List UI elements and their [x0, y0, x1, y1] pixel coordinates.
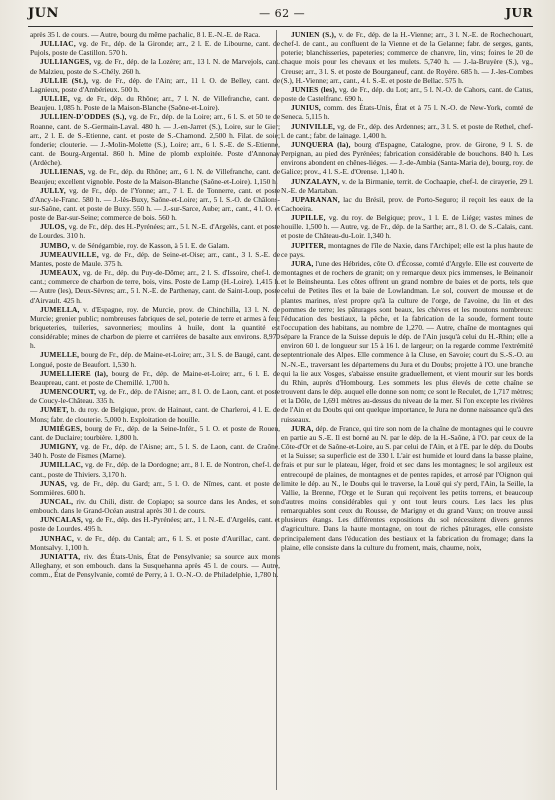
dictionary-entry [30, 405, 280, 423]
dictionary-entry [281, 177, 533, 195]
entry-headword: JUMENCOURT, [40, 387, 97, 397]
entry-headword: JULLIAC, [40, 39, 76, 49]
entry-headword: JULLIE (St.), [40, 75, 89, 85]
entry-headword: JUNQUERA (la), [291, 139, 351, 149]
entry-headword: JUPARANAN, [291, 194, 340, 204]
dictionary-entry [30, 57, 280, 75]
entry-headword: JUNIUS, [291, 103, 321, 113]
header-left-guide-word: JUN [28, 6, 59, 21]
dictionary-entry [281, 140, 533, 177]
right-column [281, 30, 533, 790]
dictionary-entry [30, 268, 280, 305]
header-rule [28, 26, 533, 27]
entry-text: vg. de Fr., dép. des H.-Pyrénées; arr., 5 l. N.-E. d'Argelès, cant. et poste de Lourdes. 310 h. [30, 222, 280, 241]
entry-text: riv. des États-Unis, État de Pensylvanie; sa source aux monts Alleghany, et son embouch. dans la Susquehanna après 45 l. de cours. — Autre, comm., État de Pensylvanie, comté de Perry, à 1. O.-N.-O. de Philadelphie, 1,780 h. [30, 551, 280, 580]
dictionary-entry [30, 350, 280, 368]
entry-headword: JUMIGNY, [40, 442, 79, 452]
dictionary-entry [30, 534, 280, 552]
dictionary-entry [30, 76, 280, 94]
entry-text: montagnes de l'île de Naxie, dans l'Archipel; elle est la plus haute de ce pays. [281, 240, 533, 259]
entry-headword: JUNHAC, [40, 533, 75, 543]
left-column [30, 30, 280, 790]
entry-headword: JUMBO, [40, 240, 70, 250]
dictionary-entry [30, 515, 280, 533]
entry-headword: JUMEAUX, [40, 268, 81, 278]
entry-headword: JUMET, [40, 405, 69, 415]
dictionary-entry [281, 259, 533, 424]
dictionary-entry [30, 442, 280, 460]
dictionary-entry [30, 460, 280, 478]
entry-headword: JURA, [291, 423, 314, 433]
entry-headword: JUNAS, [40, 478, 67, 488]
entry-text: vg. de Fr., dép. de l'Aisne; arr., 5 l. S. de Laon, cant. de Craône. 340 h. Poste de Fismes (Marne). [30, 442, 280, 461]
dictionary-entry [30, 552, 280, 579]
entry-headword: JUNIVILLE, [291, 121, 336, 131]
entry-headword: JULLY, [40, 185, 66, 195]
dictionary-entry [281, 103, 533, 121]
dictionary-entry [30, 250, 280, 268]
entry-text: b. du roy. de Belgique, prov. de Hainaut, cant. de Charleroi, 4 l. E. de Mons; fabr. de clouterie. 5,000 h. Exploitation de houille. [30, 405, 280, 424]
header-right-guide-word: JUR [505, 6, 533, 20]
column-divider [276, 30, 277, 790]
dictionary-entry [281, 85, 533, 103]
running-header [28, 6, 533, 24]
entry-text: vg. de Fr., dép. de la Dordogne; arr., 8 l. E. de Nontron, chef-l. de cant., poste de Thiviers. 3,170 h. [30, 460, 280, 479]
entry-text: vg. du roy. de Belgique; prov., 1 l. E. de Liége; vastes mines de houille. 1,500 h. — Autre, vg. de Fr., dép. de la Sarthe; arr., 8 l. O. de S.-Calais, cant. et poste de Château-du-Loir. 1,340 h. [281, 213, 533, 241]
entry-text: vg. de Fr., dép. des H.-Pyrénées; arr., 1 l. N.-E. d'Argelès, cant. et poste de Lourdes. 495 h. [30, 515, 280, 534]
entry-text: v. de la Birmanie, territ. de Cochaapie, chef-l. de cirayerie, 29 l. N.-E. de Martaban. [281, 176, 533, 195]
entry-headword: JUNIEN (S.), [291, 30, 337, 39]
dictionary-entry [30, 167, 280, 185]
dictionary-entry [281, 213, 533, 240]
entry-headword: JUNCALAS, [40, 515, 84, 525]
entry-text: v. de Sénégambie, roy. de Kasson, à 5 l. E. de Galam. [71, 240, 230, 250]
dictionary-entry [30, 369, 280, 387]
entry-text: vg. de Fr., dép. de l'Yonne; arr., 7 l. E. de Tonnerre, cant. et poste d'Ancy-le-Franc. 580 h. — J.-lès-Buxy, Saône-et-Loire; arr., 5 l. S.-O. de Châlons-sur-Saône, cant. et poste de Buxy. 550 h. — J.-sur-Sarce, Aube; arr., cant., 4 l. O. et poste de Bar-sur-Seine; commerce de bois. 560 h. [30, 185, 280, 223]
entry-headword: JURA, [291, 258, 314, 268]
entry-text: vg. de Fr., dép. de la Gironde; arr., 2 l. E. de Libourne, cant. de Pujols, poste de Castillon. 570 h. [30, 39, 280, 58]
dictionary-entry [281, 424, 533, 552]
dictionary-entry [281, 195, 533, 213]
entry-headword: JUNIATTA, [40, 551, 81, 561]
entry-text: dép. de France, qui tire son nom de la chaîne de montagnes qui le couvre en partie au S.-E. Il est borné au N. par le dép. de la H.-Saône, à l'O. par ceux de la Côte-d'Or et de Saône-et-Loire, au S. par celui de l'Ain, et à l'E. par le dép. du Doubs et la Suisse; sa superficie est de 330 l. L'air est humide et lourd dans la basse plaine, frais et pur sur le plateau, léger, froid et sec dans les montagnes; le sol argileux est entrecoupé de plaines, de montagnes et de pentes rapides, et arrosé par l'Oignon qui limite le dép. au N., le Doubs qui le traverse, la Louë qui s'y perd, l'Ain, la Seille, la Vallie, la Brenne, l'Orge et le Suran qui reçoivent les petits torrens, et beaucoup d'autres moins considérables qui y ont tout leurs cours. Les lacs les plus remarquables sont ceux du Rousse, de Marigny et du grand Vaux; on trouve aussi plusieurs étangs. Les différentes expositions du sol nécessitent divers genres d'agriculture. Dans la haute montagne, on tout de riches pâturages, elle consiste principalement dans l'éducation des bestiaux et la fabrication du fromage; dans la plaine, elle consiste dans la culture du froment, mais, chaume, noix, [281, 423, 533, 552]
entry-text: bourg de Fr., dép. de Maine-et-Loire; arr., 3 l. S. de Baugé, cant. de Longué, poste de Beaufort. 1,530 h. [30, 350, 280, 369]
entry-headword: JULLIE, [40, 94, 70, 104]
entry-headword: JUMEAUVILLE, [40, 249, 99, 259]
entry-headword: JUNCAL, [40, 496, 74, 506]
entry-text: vg. de Fr., dép. des Ardennes; arr., 3 l. S. et poste de Rethel, chef-l. de cant.; fabr. de lainage. 1,400 h. [281, 121, 533, 140]
entry-text: vg. de Fr., dép. du Rhône; arr., 6 l. N. de Villefranche, cant. de Beaujeu; excellent vignoble. Poste de la Maison-Blanche (Saône-et-Loire). 1,150 h. [30, 167, 280, 186]
dictionary-entry [30, 39, 280, 57]
entry-text: vg. de Fr., dép. de Seine-et-Oise; arr., cant., 3 l. S.-E. de Mantes, poste de Maule. 375 h. [30, 249, 280, 268]
dictionary-entry [281, 122, 533, 140]
entry-headword: JUMELLE, [40, 350, 80, 360]
dictionary-entry [30, 30, 280, 39]
dictionary-entry [30, 424, 280, 442]
entry-text: l'une des Hébrides, côte O. d'Écosse, comté d'Argyle. Elle est couverte de montagnes et de rochers de granit; on y remarque deux pics immenses, le Beinanoir et le Beinsheunta. Les côtes offrent un grand nombre de baies et de ports, tels que celui de Petites îles et la baie de Lowlandman. Le sol, couvert de mousse et de plantes marines, n'est propre qu'à la culture de l'orge, de l'avoine, du lin et des pommes de terre; les pâturages sont beaux, les chèvres et les moutons nombreux: l'éducation des bestiaux, la pêche, et la fabrication de la soude, forment toute l'occupation des habitans, au nombre de 1,270. — Autre, chaîne de montagnes qui sépare la France de la Suisse depuis le dép. de l'Ain jusqu'à celui du H.-Rhin; elle a environ 60 l. de longueur sur 15 à 16 l. de largeur; on la regarde comme l'extrémité septentrionale des Alpes. Elle commence à la Cluse, en Savoie; court du S.-S.-O. au N.-N.-E., traversant les départemens du Jura et du Doubs; projette à l'O. une branche qui la lie aux Vosges, s'abaisse ensuite graduellement, et vient mourir sur les bords du Rhin, auprès d'Hombourg. Les sommets les plus élevés de cette chaîne se trouvent dans le dép. auquel elle donne son nom; ce sont le Reculet, de 1,717 mètres; et la Dôle, de 1,691 mètres au-dessus du niveau de la mer. Si l'on excepte les rivières de l'Ain et du Doubs qui ont quelque importance, le Jura ne donne naissance qu'à des ruisseaux. [281, 258, 533, 424]
dictionary-entry [30, 112, 280, 167]
entry-text: bourg d'Espagne, Catalogne, prov. de Girone, 9 l. S. de Perpignan, au pied des Pyrénées; fabrication considérable de bouchons. 840 h. Les environs abondent en chênes-liéges. — J.-de-Ambia (Santa-Maria de), bourg, roy. de Galice; prov., 4 l. S.-E. d'Orense. 1,140 h. [281, 139, 533, 177]
entry-text: bourg de Fr., dép. de Maine-et-Loire; arr., 6 l. E. de Beaupreau, cant. et poste de Chemillé. 1,700 h. [30, 368, 280, 387]
dictionary-entry [281, 30, 533, 85]
entry-text: vg. de Fr., dép. de l'Aisne; arr., 8 l. O. de Laon, cant. et poste de Coucy-le-Château. 335 h. [30, 387, 280, 406]
dictionary-entry [30, 186, 280, 223]
entry-text: vg. de Fr., dép. du Lot; arr., 5 l. N.-O. de Cahors, cant. de Catus, poste de Castelfranc. 690 h. [281, 84, 533, 104]
page-number: — 62 — [259, 7, 306, 20]
entry-headword: JUMELLIERE (la), [40, 368, 109, 378]
entry-headword: JUMILLAC, [40, 460, 84, 470]
dictionary-entry [30, 241, 280, 250]
entry-text: lac du Brésil, prov. de Porto-Seguro; il reçoit les eaux de la Cachoeira. [281, 194, 533, 213]
entry-text: comm. des États-Unis, État et à 75 l. N.-O. de New-York, comté de Seneca. 5,115 h. [281, 103, 533, 122]
entry-text: vg. de Fr., dép. du Puy-de-Dôme; arr., 2 l. S. d'Issoire, chef-l. de cant.; commerce de charbon de terre, bois, vins. Poste de Lamp (H.-Loire). 1,415 h. — Autre (les), Deux-Sèvres; arr., 5 l. N.-E. de Parthenay, cant. de Saint-Loup, poste d'Airvault. 425 h. [30, 268, 280, 305]
dictionary-entry [30, 94, 280, 112]
entry-text: vg. de Fr., dép. de l'Ain; arr., 11 l. O. de Belley, cant. de Lagnieux, poste d'Ambérieux. 500 h. [30, 75, 280, 94]
entry-text: v. de Fr., dép. du Cantal; arr., 6 l. S. et poste d'Aurillac, cant. de Montsalvy. 1,100 h. [30, 533, 280, 552]
entry-text: après 35 l. de cours. — Autre, bourg du même pachalic, 8 l. E.-N.-E. de Raca. [30, 30, 261, 39]
dictionary-entry [30, 305, 280, 351]
entry-headword: JUMELLA, [40, 304, 80, 314]
entry-text: bourg de Fr., dép. de la Seine-Infér., 5 l. O. et poste de Rouen, cant. de Duclaire; tourbière. 1,800 h. [30, 423, 280, 442]
dictionary-entry [30, 387, 280, 405]
dictionary-entry [30, 222, 280, 240]
entry-text: vg. de Fr., dép. de la Loire; arr., 6 l. S. et 50 te de Roanne, cant. de S.-Germain-Laval. 480 h. — J.-en-Jarret (S.), Loire, sur le Gier; arr., 2 l. E. de S.-Etienne, cant. et poste de S.-Chamond. 2,500 h. Filat. de soie; fonderie; clouterie. — J.-Molin-Molette (S.), Loire; arr., 6 l. S.-E. de S.-Etienne, cant. de Bourg-Argental. 860 h. Mine de plomb exploitée. Poste d'Annonay (Ardèche). [30, 112, 280, 168]
entry-text: riv. du Chili, distr. de Copiapo; sa source dans les Andes, et son embouch. dans le Grand-Océan austral après 30 l. de cours. [30, 496, 280, 516]
entry-headword: JUNZALAYN, [291, 176, 340, 186]
entry-headword: JUMIÉGES, [40, 423, 83, 433]
entry-headword: JUPITER, [291, 240, 327, 250]
entry-headword: JULLIENAS, [40, 167, 86, 177]
entry-headword: JULLIANGES, [40, 57, 92, 67]
entry-headword: JULOS, [40, 222, 67, 232]
entry-headword: JUNIES (les), [291, 84, 338, 94]
dictionary-entry [30, 497, 280, 515]
entry-headword: JUPILLE, [291, 213, 326, 223]
entry-text: vg. de Fr., dép. de la Lozère; arr., 13 l. N. de Marvejols, cant. de Malzieu, poste de S.-Chély. 260 h. [30, 57, 280, 76]
entry-text: v. d'Espagne, roy. de Murcie, prov. de Chinchilla, 13 l. N. de Murcie; grenier public; nombreuses fabriques de sel, poterie de terre et armes à feu; briqueteries, tuileries, savonneries; moulins à huile, dont la quantité est considérable; mines de charbon de pierre et carrières de basalte aux environs. 8,970 h. [30, 304, 280, 351]
entry-headword: JULLIEN-D'ODDES (S.), [40, 112, 127, 122]
dictionary-entry [281, 241, 533, 259]
dictionary-entry [30, 479, 280, 497]
entry-text: vg. de Fr., dép. du Rhône; arr., 7 l. N. de Villefranche, cant. de Beaujeu. 1,085 h. Poste de la Maison-Blanche (Saône-et-Loire). [30, 94, 280, 113]
entry-text: v. de Fr., dép. de la H.-Vienne; arr., 3 l. N.-E. de Rochechouart, chef-l. de cant., au confluent de la Vienne et de la Gelanne; fabr. de serges, gants, poterie; blanchisseries, papeteries; commerce de chanvre, lin, vins; foires le 20 de chaque mois pour les chevaux et les mulets. 5,740 h. — J.-la-Bruyère (S.), vg., Creuse; arr., 3 l. S. et poste de Bourganeuf, cant. de Royère. 685 h. — J.-les-Combes (S.), H.-Vienne; arr., cant., 4 l. S.-E. et poste de Bellac. 575 h. [281, 30, 533, 85]
entry-text: vg. de Fr., dép. du Gard; arr., 5 l. O. de Nîmes, cant. et poste de Sommières. 600 h. [30, 478, 280, 497]
